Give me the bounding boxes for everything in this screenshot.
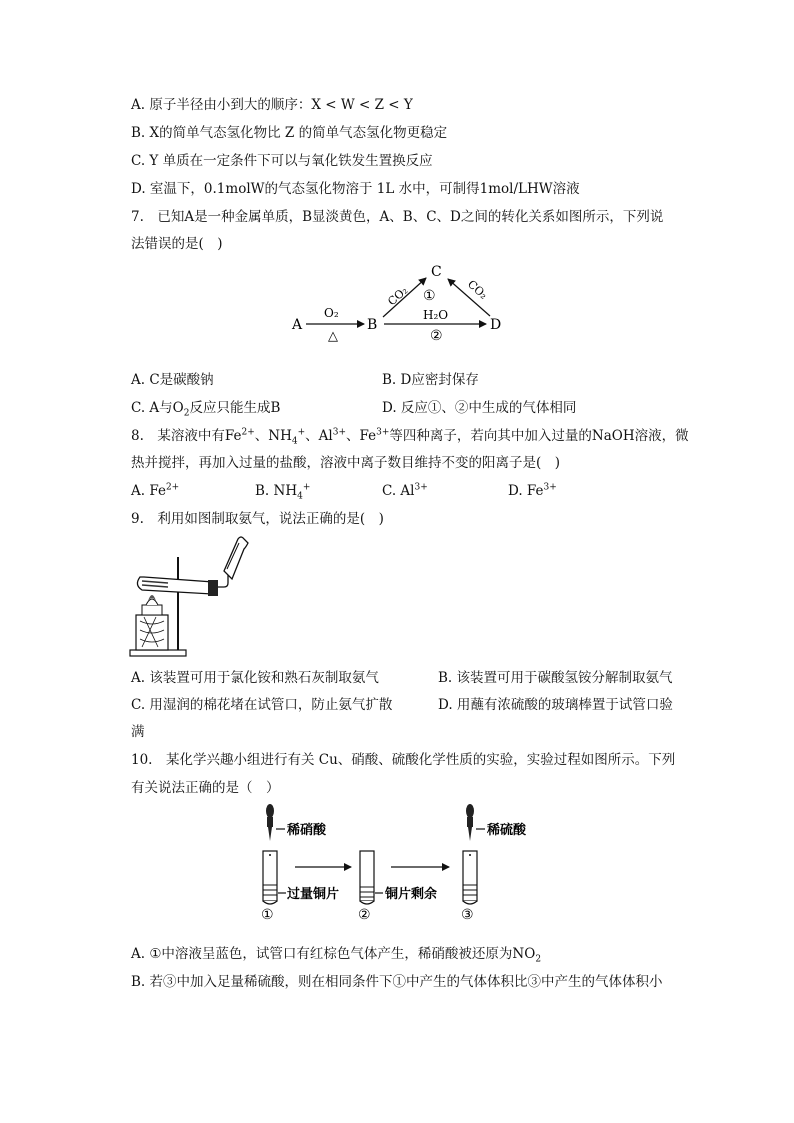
q7-option-a: A. C是碳酸钠 [131, 372, 214, 388]
q7-conversion-diagram [280, 258, 510, 348]
label-dilute-sulfuric: 稀硫酸 [487, 823, 527, 838]
q6-option-d: D. 室温下，0.1molW的气态氢化物溶于 1L 水中，可制得1mol/LHW溶液 [131, 181, 580, 197]
label-co2-right: CO₂ [464, 277, 490, 302]
label-co2-left: CO₂ [385, 283, 411, 309]
q8-stem-line2: 热并搅拌，再加入过量的盐酸，溶液中离子数目维持不变的阳离子是( ) [131, 455, 561, 471]
q10-option-a: A. ①中溶液呈蓝色，试管口有红棕色气体产生，稀硝酸被还原为$NO_2$ [131, 946, 542, 965]
q10-experiment-figure [255, 803, 545, 925]
q7-option-b: B. D应密封保存 [382, 372, 479, 388]
q9-option-d: D. 用蘸有浓硫酸的玻璃棒置于试管口验 [438, 697, 673, 713]
q7-option-c: C. A与$O_2$反应只能生成B [131, 400, 281, 419]
label-reaction-1: ① [423, 288, 436, 304]
q9-option-b: B. 该装置可用于碳酸氢铵分解制取氨气 [438, 670, 673, 686]
ammonia-apparatus-figure [128, 535, 258, 660]
label-excess-copper: 过量铜片 [287, 887, 340, 902]
label-dilute-nitric: 稀硝酸 [287, 823, 327, 838]
node-d: D [490, 317, 502, 333]
q10-option-b: B. 若③中加入足量稀硫酸，则在相同条件下①中产生的气体体积比③中产生的气体体积小 [131, 974, 663, 990]
node-b: B [367, 317, 378, 333]
label-heat: △ [328, 329, 338, 344]
q8-option-b: B. $NH_4^+$ [255, 482, 311, 502]
q8-option-c: C. $Al^{3+}$ [382, 482, 428, 499]
q9-option-a: A. 该装置可用于氯化铵和熟石灰制取氨气 [131, 670, 379, 686]
q10-stem-line1: 10. 某化学兴趣小组进行有关 Cu、硝酸、硫酸化学性质的实验，实验过程如图所示。下列 [131, 752, 676, 768]
label-o2: O₂ [324, 306, 339, 320]
q6-option-c: C. Y 单质在一定条件下可以与氧化铁发生置换反应 [131, 153, 433, 169]
q6-option-b: B. X的简单气态氢化物比 Z 的简单气态氢化物更稳定 [131, 125, 448, 141]
q7-option-d: D. 反应①、②中生成的气体相同 [382, 400, 577, 416]
q9-option-c: C. 用湿润的棉花堵在试管口，防止氨气扩散 [131, 697, 393, 713]
node-a: A [292, 317, 303, 333]
q9-option-d-continued: 满 [131, 724, 145, 740]
node-c: C [431, 264, 442, 280]
q6-option-a: A. 原子半径由小到大的顺序：X < W < Z < Y [131, 97, 413, 113]
step-3: ③ [461, 907, 474, 923]
q10-stem-line2: 有关说法正确的是（ ） [131, 780, 280, 796]
q7-stem-line1: 7. 已知A是一种金属单质，B显淡黄色，A、B、C、D之间的转化关系如图所示，下列说 [131, 209, 664, 225]
q7-stem-line2: 法错误的是( ) [131, 236, 223, 252]
q8-option-d: D. $Fe^{3+}$ [508, 482, 557, 499]
step-2: ② [358, 907, 371, 923]
step-1: ① [261, 907, 274, 923]
label-copper-remain: 铜片剩余 [385, 887, 438, 902]
label-reaction-2: ② [430, 328, 443, 344]
q8-option-a: A. $Fe^{2+}$ [131, 482, 180, 499]
q8-stem-line1: 8. 某溶液中有$Fe^{2+}$、$NH_4^+$、$Al^{3+}$、$Fe^{3+}$等四种离子，若向其中加入过量的NaOH溶液，微 [131, 427, 689, 447]
label-h2o: H₂O [423, 308, 449, 322]
q9-stem: 9. 利用如图制取氨气，说法正确的是( ) [131, 511, 384, 527]
